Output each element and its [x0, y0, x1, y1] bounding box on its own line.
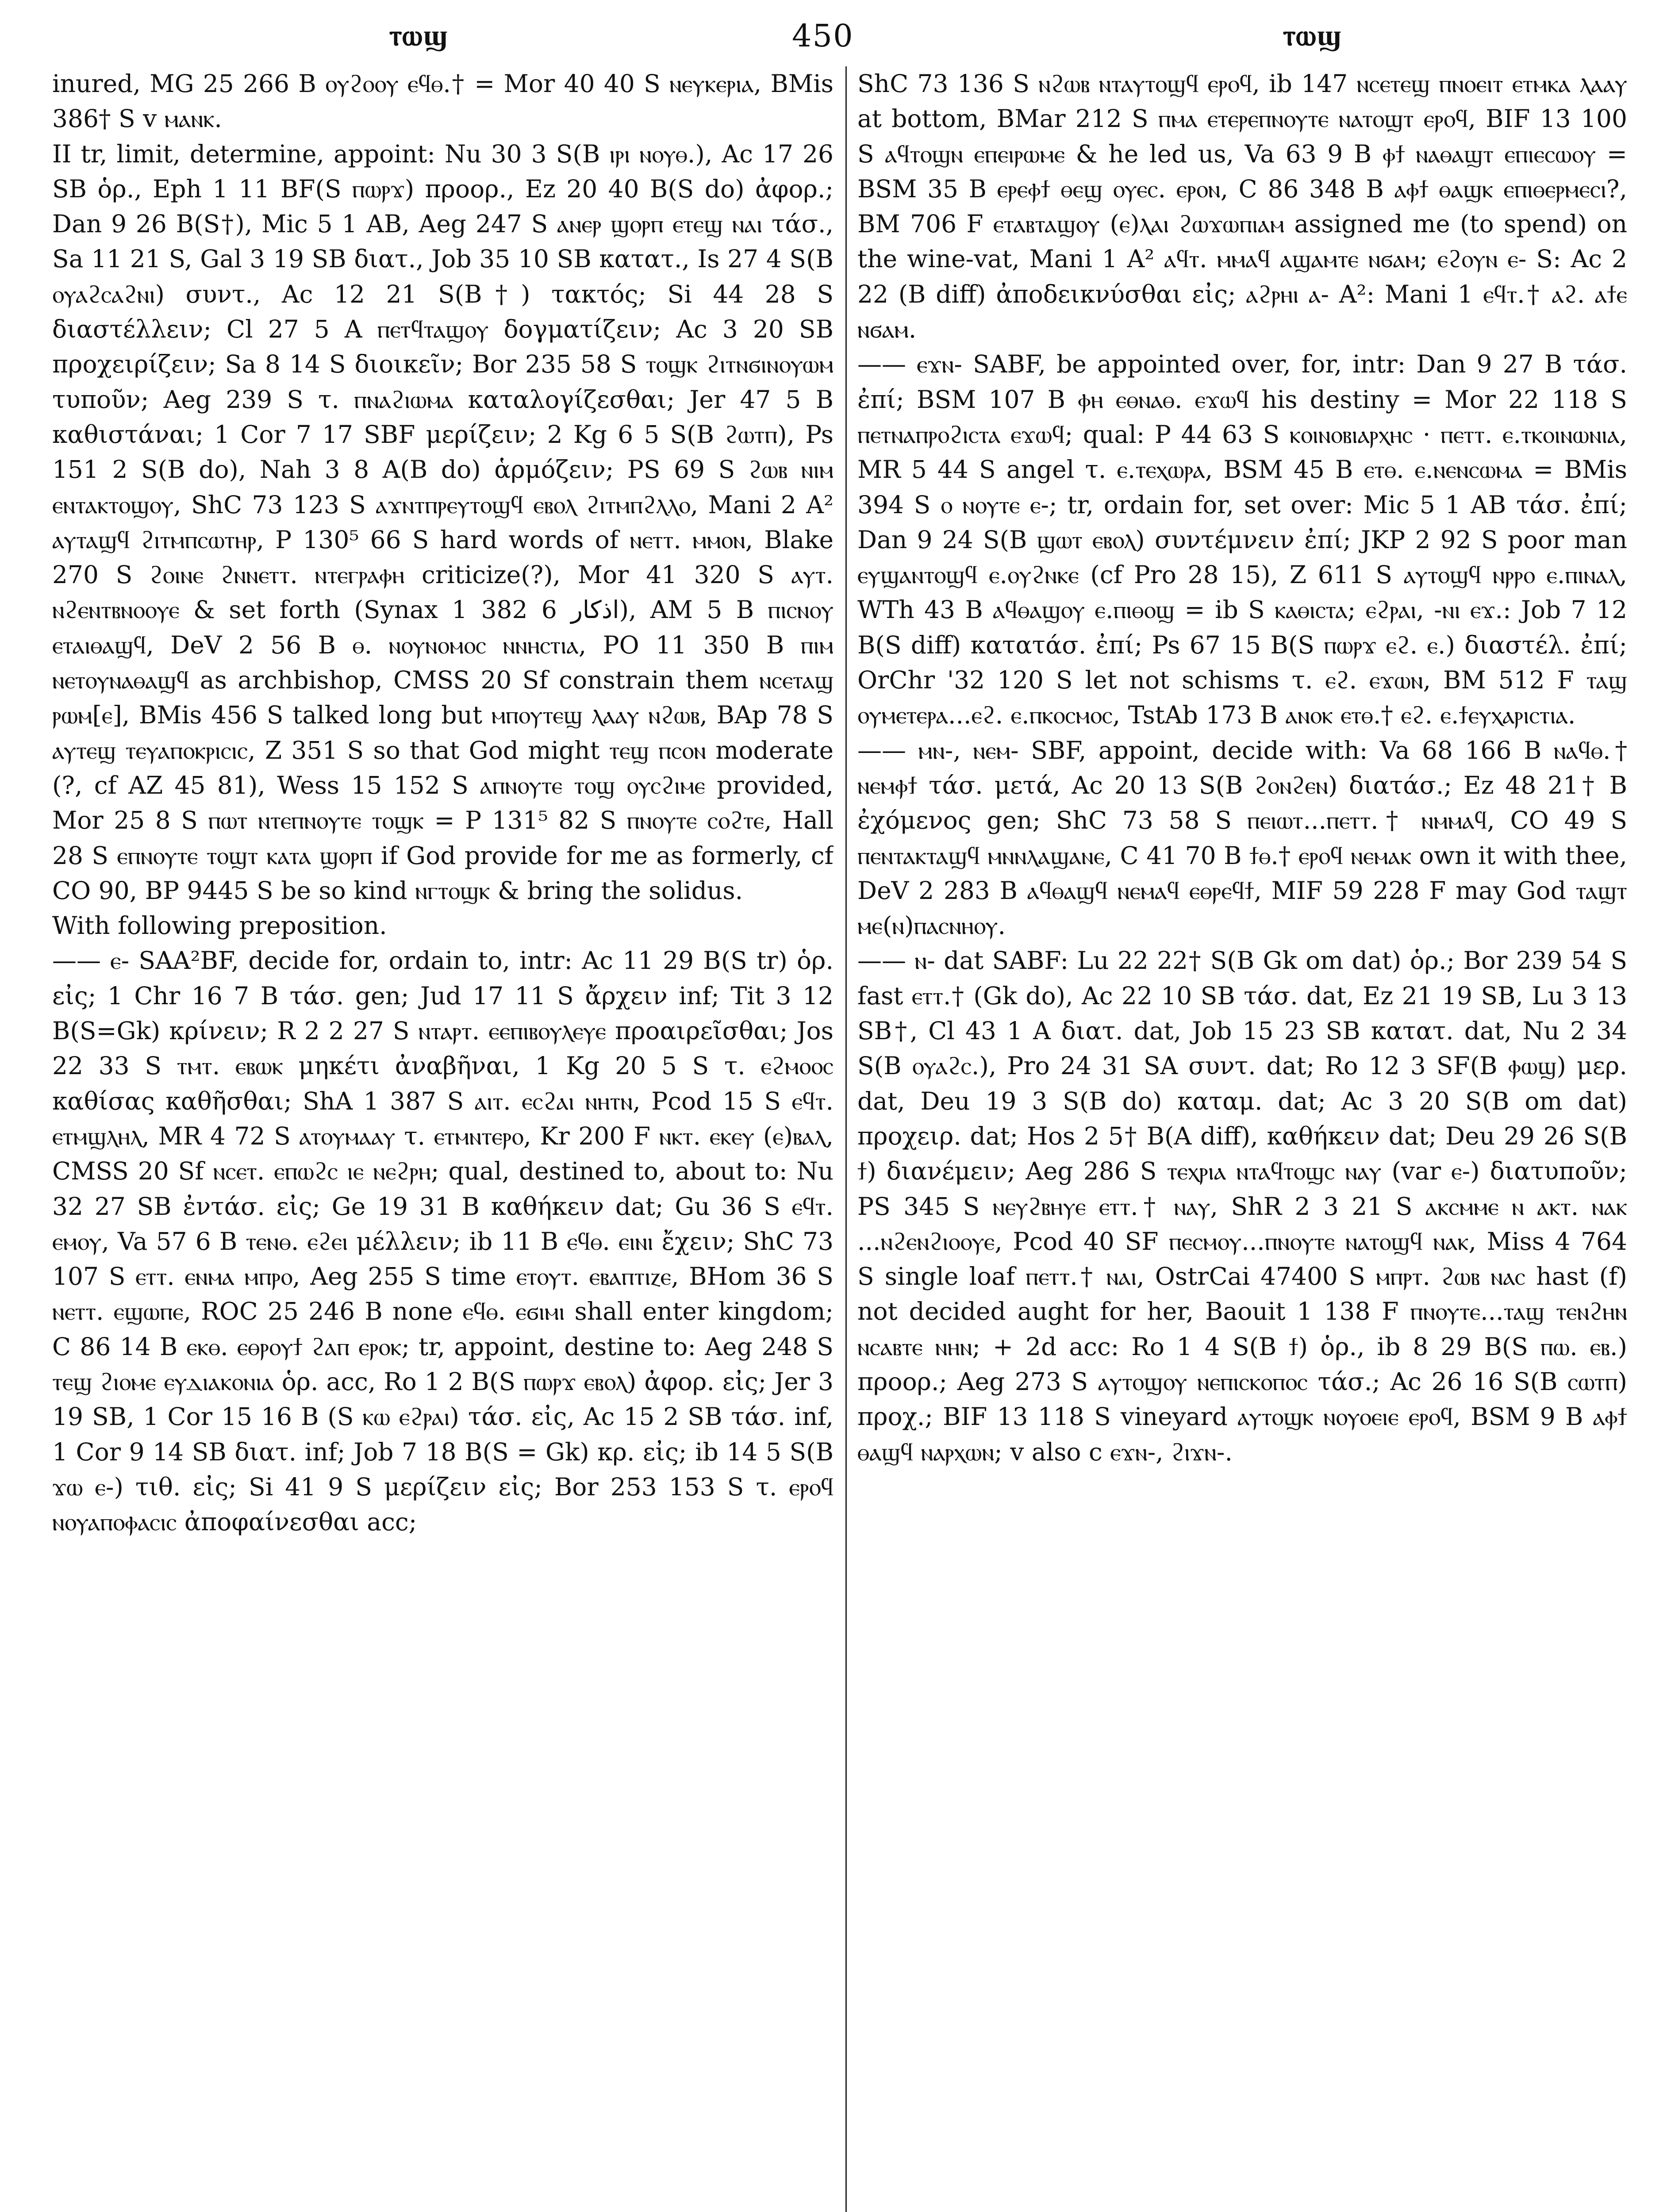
entry-paragraph: —— ⲙⲛ-, ⲛⲉⲙ- SBF, appoint, decide with: Va 68 166 B ⲛⲁϥⲑ.† ⲛⲉⲙⲫϯ τάσ. μετά, Ac 20 13 S(B ϩⲟⲛϩⲉⲛ) διατάσ.; Ez 48 21† B ἐχόμενος gen; ShC 73 58 S ⲡⲉⲓⲱⲧ...ⲡⲉⲧⲧ.† ⲛⲙⲙⲁϥ, CO 49 S ⲡⲉⲛⲧⲁⲕⲧⲁϣϥ ⲙⲛⲛⲗⲁϣⲁⲛⲉ, C 41 70 B ϯⲑ.† ⲉⲣⲟϥ ⲛⲉⲙⲁⲕ own it with thee, DeV 2 283 B ⲁϥⲑⲁϣϥ ⲛⲉⲙⲁϥ ⲉⲑⲣⲉϥϯ, MIF 59 228 F may God ⲧⲁϣⲧ ⲙⲉ(ⲛ)ⲡⲁⲥⲛⲏⲟⲩ.: [857, 736, 1627, 940]
entry-paragraph: —— ⲉϫⲛ- SABF, be appointed over, for, intr: Dan 9 27 B τάσ. ἐπί; BSM 107 B ⲫⲏ ⲉⲑⲛⲁⲑ. ⲉϫⲱϥ his destiny = Mor 22 118 S ⲡⲉⲧⲛⲁⲡⲣⲟϩⲓⲥⲧⲁ ⲉϫⲱϥ; qual: P 44 63 S ⲕⲟⲓⲛⲟⲃⲓⲁⲣⲭⲏⲥ · ⲡⲉⲧⲧ. ⲉ.ⲧⲕⲟⲓⲛⲱⲛⲓⲁ, MR 5 44 S angel τ. ⲉ.ⲧⲉⲭⲱⲣⲁ, BSM 45 B ⲉⲧⲑ. ⲉ.ⲛⲉⲛⲥⲱⲙⲁ = BMis 394 S ⲟ ⲛⲟⲩⲧⲉ ⲉ-; tr, ordain for, set over: Mic 5 1 AB τάσ. ἐπί; Dan 9 24 S(B ϣⲱⲧ ⲉⲃⲟⲗ) συντέμνειν ἐπί; JKP 2 92 S poor man ⲉⲩϣⲁⲛⲧⲟϣϥ ⲉ.ⲟⲩϩⲛⲕⲉ (cf Pro 28 15), Z 611 S ⲁⲩⲧⲟϣϥ ⲛⲣⲣⲟ ⲉ.ⲡⲓⲛⲁⲗ, WTh 43 B ⲁϥⲑⲁϣⲟⲩ ⲉ.ⲡⲓⲑⲟϣ = ib S ⲕⲁⲑⲓⲥⲧⲁ; ⲉϩⲣⲁⲓ, -ⲛⲓ ⲉϫ.: Job 7 12 B(S diff) κατατάσ. ἐπί; Ps 67 15 B(S ⲡⲱⲣϫ ⲉϩ. ⲉ.) διαστέλ. ἐπί; OrChr '32 120 S let not schisms τ. ⲉϩ. ⲉϫⲱⲛ, BM 512 F ⲧⲁϣ ⲟⲩⲙⲉⲧⲉⲣⲁ...ⲉϩ. ⲉ.ⲡⲕⲟⲥⲙⲟⲥ, TstAb 173 B ⲁⲛⲟⲕ ⲉⲧⲑ.† ⲉϩ. ⲉ.ϯⲉⲩⲭⲁⲣⲓⲥⲧⲓⲁ.: [857, 350, 1627, 730]
entry-paragraph: —— ⲛ- dat SABF: Lu 22 22† S(B Gk om dat) ὁρ.; Bor 239 54 S fast ⲉⲧⲧ.† (Gk do), Ac 22 10 SB τάσ. dat, Ez 21 19 SB, Lu 3 13 SB†, Cl 43 1 A διατ. dat, Job 15 23 SB κατατ. dat, Nu 2 34 S(B ⲟⲩⲁϩⲥ.), Pro 24 31 SA συντ. dat; Ro 12 3 SF(B ⲫⲱϣ) μερ. dat, Deu 19 3 S(B do) καταμ. dat; Ac 3 20 S(B om dat) προχειρ. dat; Hos 2 5† B(A diff), καθήκειν dat; Deu 29 26 S(B ϯ) διανέμειν; Aeg 286 S ⲧⲉⲭⲣⲓⲁ ⲛⲧⲁϥⲧⲟϣⲥ ⲛⲁⲩ (var ⲉ-) διατυποῦν; PS 345 S ⲛⲉⲩϩⲃⲏⲩⲉ ⲉⲧⲧ.† ⲛⲁⲩ, ShR 2 3 21 S ⲁⲕⲥⲙⲙⲉ ⲛ ⲁⲕⲧ. ⲛⲁⲕ ...ⲛϩⲉⲛϩⲓⲟⲟⲩⲉ, Pcod 40 SF ⲡⲉⲥⲙⲟⲩ...ⲡⲛⲟⲩⲧⲉ ⲛⲁⲧⲟϣϥ ⲛⲁⲕ, Miss 4 764 S single loaf ⲡⲉⲧⲧ.† ⲛⲁⲓ, OstrCai 47400 S ⲙⲡⲣⲧ. ϩⲱⲃ ⲛⲁⲥ hast (f) not decided aught for her, Baouit 1 138 F ⲡⲛⲟⲩⲧⲉ...ⲧⲁϣ ⲧⲉⲛϩⲏⲛ ⲛⲥⲁⲃⲧⲉ ⲛⲏⲛ; + 2d acc: Ro 1 4 S(B ϯ) ὁρ., ib 8 29 B(S ⲡⲱ. ⲉⲃ.) προορ.; Aeg 273 S ⲁⲩⲧⲟϣⲟⲩ ⲛⲉⲡⲓⲥⲕⲟⲡⲟⲥ τάσ.; Ac 26 16 S(B ⲥⲱⲧⲡ) προχ.; BIF 13 118 S vineyard ⲁⲩⲧⲟϣⲕ ⲛⲟⲩⲟⲉⲓⲉ ⲉⲣⲟϥ, BSM 9 B ⲁⲫϯ ⲑⲁϣϥ ⲛⲁⲣⲭⲱⲛ; v also c ⲉϫⲛ-, ϩⲓϫⲛ-.: [857, 946, 1627, 1466]
page-number: 450: [792, 18, 854, 54]
entry-paragraph: With following preposition.: [52, 911, 387, 940]
left-column: [52, 66, 834, 2212]
right-column: [857, 66, 1627, 2212]
right-running-headword: ⲧⲱϣ: [1283, 18, 1342, 52]
entry-paragraph: ShC 73 136 S ⲛϩⲱⲃ ⲛⲧⲁⲩⲧⲟϣϥ ⲉⲣⲟϥ, ib 147 ⲛⲥⲉⲧⲉϣ ⲡⲛⲟⲉⲓⲧ ⲉⲧⲙⲕⲁ ⲗⲁⲁⲩ at bottom, BMar 212 S ⲡⲙⲁ ⲉⲧⲉⲣⲉⲡⲛⲟⲩⲧⲉ ⲛⲁⲧⲟϣⲧ ⲉⲣⲟϥ, BIF 13 100 S ⲁϥⲧⲟϣⲛ ⲉⲡⲉⲓⲣⲱⲙⲉ & he led us, Va 63 9 B ⲫϯ ⲛⲁⲑⲁϣⲧ ⲉⲡⲓⲉⲥⲱⲟⲩ = BSM 35 B ⲉⲣⲉⲫϯ ⲑⲉϣ ⲟⲩⲉⲥ. ⲉⲣⲟⲛ, C 86 348 B ⲁⲫϯ ⲑⲁϣⲕ ⲉⲡⲓⲑⲉⲣⲙⲉⲥⲓ?, BM 706 F ⲉⲧⲁⲃⲧⲁϣⲟⲩ (ⲉ)ⲗⲁⲓ ϩⲱϫⲱⲡⲓⲁⲙ assigned me (to spend) on the wine-vat, Mani 1 A² ⲁϥⲧ. ⲙⲙⲁϥ ⲁϣⲁⲙⲧⲉ ⲛϭⲁⲙ; ⲉϩⲟⲩⲛ ⲉ- S: Ac 2 22 (B diff) ἀποδεικνύσθαι εἰς; ⲁϩⲣⲏⲓ ⲁ- A²: Mani 1 ⲉϥⲧ.† ⲁϩ. ⲁϯⲉ ⲛϭⲁⲙ.: [857, 69, 1627, 344]
entry-paragraph: II tr, limit, determine, appoint: Nu 30 3 S(B ⲓⲣⲓ ⲛⲟⲩⲑ.), Ac 17 26 SB ὁρ., Eph 1 11 BF(S ⲡⲱⲣϫ) προορ., Ez 20 40 B(S do) ἀφορ.; Dan 9 26 B(S†), Mic 5 1 AB, Aeg 247 S ⲁⲛⲉⲣ ϣⲟⲣⲡ ⲉⲧⲉϣ ⲛⲁⲓ τάσ., Sa 11 21 S, Gal 3 19 SB διατ., Job 35 10 SB κατατ., Is 27 4 S(B ⲟⲩⲁϩⲥⲁϩⲛⲓ) συντ., Ac 12 21 S(B†) τακτός; Si 44 28 S διαστέλλειν; Cl 27 5 A ⲡⲉⲧϥⲧⲁϣⲟⲩ δογματίζειν; Ac 3 20 SB προχειρίζειν; Sa 8 14 S διοικεῖν; Bor 235 58 S ⲧⲟϣⲕ ϩⲓⲧⲛϭⲓⲛⲟⲩⲱⲙ τυποῦν; Aeg 239 S τ. ⲡⲛⲁϩⲓⲱⲙⲁ καταλογίζεσθαι; Jer 47 5 B καθιστάναι; 1 Cor 7 17 SBF μερίζειν; 2 Kg 6 5 S(B ϩⲱⲧⲡ), Ps 151 2 S(B do), Nah 3 8 A(B do) ἁρμόζειν; PS 69 S ϩⲱⲃ ⲛⲓⲙ ⲉⲛⲧⲁⲕⲧⲟϣⲟⲩ, ShC 73 123 S ⲁϫⲛⲧⲡⲣⲉⲩⲧⲟϣϥ ⲉⲃⲟⲗ ϩⲓⲧⲙⲡϩⲗⲗⲟ, Mani 2 A² ⲁⲩⲧⲁϣϥ ϩⲓⲧⲙⲡⲥⲱⲧⲏⲣ, P 130⁵ 66 S hard words of ⲛⲉⲧⲧ. ⲙⲙⲟⲛ, Blake 270 S ϩⲟⲓⲛⲉ ϩⲛⲛⲉⲧⲧ. ⲛⲧⲉⲅⲣⲁⲫⲏ criticize(?), Mor 41 320 S ⲁⲩⲧ. ⲛϩⲉⲛⲧⲃⲛⲟⲟⲩⲉ & set forth (Synax 1 382 6 اذكار), AM 5 B ⲡⲓⲥⲛⲟⲩ ⲉⲧⲁⲓⲑⲁϣϥ, DeV 2 56 B ⲑ. ⲛⲟⲩⲛⲟⲙⲟⲥ ⲛⲛⲏⲥⲧⲓⲁ, PO 11 350 B ⲡⲓⲙ ⲛⲉⲧⲟⲩⲛⲁⲑⲁϣϥ as archbishop, CMSS 20 Sf constrain them ⲛⲥⲉⲧⲁϣ ⲣⲱⲙ[ⲉ], BMis 456 S talked long but ⲙⲡⲟⲩⲧⲉϣ ⲗⲁⲁⲩ ⲛϩⲱⲃ, BAp 78 S ⲁⲩⲧⲉϣ ⲧⲉⲩⲁⲡⲟⲕⲣⲓⲥⲓⲥ, Z 351 S so that God might ⲧⲉϣ ⲡⲥⲟⲛ moderate (?, cf AZ 45 81), Wess 15 152 S ⲁⲡⲛⲟⲩⲧⲉ ⲧⲟϣ ⲟⲩⲥϩⲓⲙⲉ provided, Mor 25 8 S ⲡⲱⲧ ⲛⲧⲉⲡⲛⲟⲩⲧⲉ ⲧⲟϣⲕ = P 131⁵ 82 S ⲡⲛⲟⲩⲧⲉ ⲥⲟϩⲧⲉ, Hall 28 S ⲉⲡⲛⲟⲩⲧⲉ ⲧⲟϣⲧ ⲕⲁⲧⲁ ϣⲟⲣⲡ if God provide for me as formerly, cf CO 90, BP 9445 S be so kind ⲛⲅⲧⲟϣⲕ & bring the solidus.: [52, 139, 834, 905]
column-divider: [845, 66, 847, 2212]
left-running-headword: ⲧⲱϣ: [389, 18, 449, 52]
entry-paragraph: —— ⲉ- SAA²BF, decide for, ordain to, intr: Ac 11 29 B(S tr) ὁρ. εἰς; 1 Chr 16 7 B τάσ. gen; Jud 17 11 S ἄρχειν inf; Tit 3 12 B(S=Gk) κρίνειν; R 2 2 27 S ⲛⲧⲁⲣⲧ. ⲉⲉⲡⲓⲃⲟⲩⲗⲉⲩⲉ προαιρεῖσθαι; Jos 22 33 S ⲧⲙⲧ. ⲉⲃⲱⲕ μηκέτι ἀναβῆναι, 1 Kg 20 5 S τ. ⲉϩⲙⲟⲟⲥ καθίσας καθῆσθαι; ShA 1 387 S ⲁⲓⲧ. ⲉⲥϩⲁⲓ ⲛⲏⲧⲛ, Pcod 15 S ⲉϥⲧ. ⲉⲧⲙϣⲗⲏⲗ, MR 4 72 S ⲁⲧⲟⲩⲙⲁⲁⲩ τ. ⲉⲧⲙⲛⲧⲉⲣⲟ, Kr 200 F ⲛⲕⲧ. ⲉⲕⲉⲩ (ⲉ)ⲃⲁⲗ, CMSS 20 Sf ⲛⲥⲉⲧ. ⲉⲡⲱϩⲥ ⲓⲉ ⲛⲉϩⲣⲏ; qual, destined to, about to: Nu 32 27 SB ἐντάσ. εἰς; Ge 19 31 B καθήκειν dat; Gu 36 S ⲉϥⲧ. ⲉⲙⲟⲩ, Va 57 6 B ⲧⲉⲛⲑ. ⲉϩⲉⲓ μέλλειν; ib 11 B ⲉϥⲑ. ⲉⲓⲛⲓ ἔχειν; ShC 73 107 S ⲉⲧⲧ. ⲉⲛⲙⲁ ⲙⲡⲣⲟ, Aeg 255 S time ⲉⲧⲟⲩⲧ. ⲉⲃⲁⲡⲧⲓⲍⲉ, BHom 36 S ⲛⲉⲧⲧ. ⲉϣⲱⲡⲉ, ROC 25 246 B none ⲉϥⲑ. ⲉϭⲓⲙⲓ shall enter kingdom; C 86 14 B ⲉⲕⲑ. ⲉⲑⲣⲟⲩϯ ϩⲁⲡ ⲉⲣⲟⲕ; tr, appoint, destine to: Aeg 248 S ⲧⲉϣ ϩⲓⲟⲙⲉ ⲉⲩⲇⲓⲁⲕⲟⲛⲓⲁ ὁρ. acc, Ro 1 2 B(S ⲡⲱⲣϫ ⲉⲃⲟⲗ) ἀφορ. εἰς; Jer 3 19 SB, 1 Cor 15 16 B (S ⲕⲱ ⲉϩⲣⲁⲓ) τάσ. εἰς, Ac 15 2 SB τάσ. inf, 1 Cor 9 14 SB διατ. inf; Job 7 18 B(S = Gk) κρ. εἰς; ib 14 5 S(B ϫⲱ ⲉ-) τιθ. εἰς; Si 41 9 S μερίζειν εἰς; Bor 253 153 S τ. ⲉⲣⲟϥ ⲛⲟⲩⲁⲡⲟⲫⲁⲥⲓⲥ ἀποφαίνεσθαι acc;: [52, 946, 834, 1536]
entry-paragraph: inured, MG 25 266 B ⲟⲩϩⲟⲟⲩ ⲉϥⲑ.† = Mor 40 40 S ⲛⲉⲩⲕⲉⲣⲓⲁ, BMis 386† S v ⲙⲁⲛⲕ.: [52, 69, 834, 133]
